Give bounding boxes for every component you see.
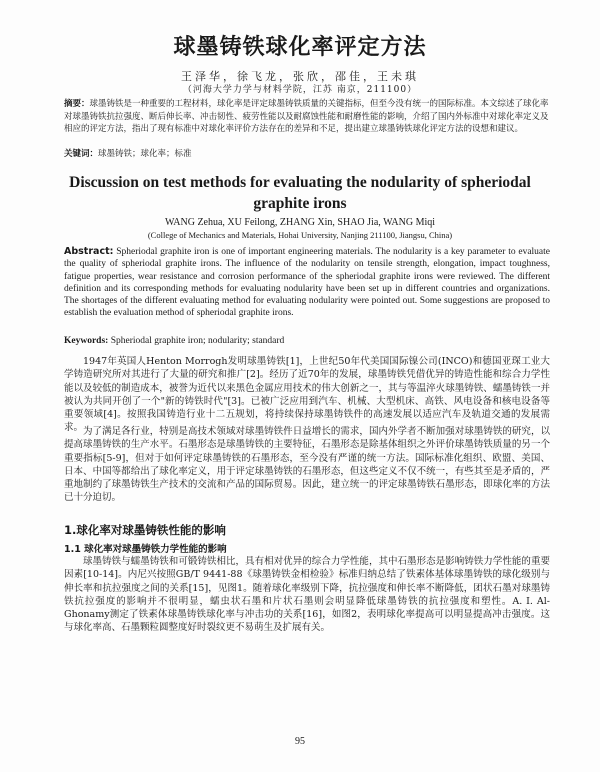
english-title: Discussion on test methods for evaluating the nodularity of spheriodal graphite irons bbox=[69, 174, 531, 212]
chinese-keywords bbox=[64, 148, 552, 160]
english-authors: WANG Zehua, XU Feilong, ZHANG Xin, SHAO Jia, WANG Miqi bbox=[164, 217, 436, 228]
chinese-abstract-label: 摘要： bbox=[64, 99, 90, 109]
section-heading-1-1: 1.1 球化率对球墨铸铁力学性能的影响 bbox=[64, 544, 227, 555]
english-abstract bbox=[64, 246, 550, 320]
english-abstract-text: Spheriodal graphite iron is one of important engineering materials. The nodularity is a key parameter to evaluate the quality of spheriodal graphite irons. The influence of the nodularity on tensile strength, elongation, impact toughness, fatigue properties, wear resistance and corrosion performance of the spheriodal graphite irons were reviewed. The different definition and its corresponding methods for evaluating nodularity have been set up in different countries and organizations. The shortages of the different evaluating method for evaluating nodularity were pointed out. Some suggestions are proposed to establish the evaluation method of spheriodal graphite irons. bbox=[64, 247, 551, 319]
english-abstract-label: Abstract: bbox=[64, 246, 114, 257]
chinese-affiliation: （河海大学力学与材料学院，江苏 南京，211100） bbox=[182, 85, 418, 95]
chinese-abstract bbox=[64, 98, 552, 136]
body-paragraph-3 bbox=[64, 555, 550, 635]
body-paragraph-1-text: 1947年英国人Henton Morrogh发明球墨铸铁[1]，上世纪50年代美国国际镍公司(INCO)和德国亚琛工业大学铸造研究所对其进行了大量的研究和推广[2]。经历了近70年的发展，球墨铸铁凭借优异的铸造性能和综合力学性能以及较低的制造成本，被誉为近代以来黑色金属应用技术的伟大创新之一，其与等温淬火球墨铸铁、蠕墨铸铁一并被认为共同开创了一个"新的铸铁时代"[3]。已被广泛应用到汽车、机械、大型机床、高铁、风电设备和核电设备等重要领域[4]。按照我国铸造行业十二五规划，将持续保持球墨铸铁件的高速发展以适应汽车及轨道交通的发展需求。 bbox=[64, 356, 550, 434]
chinese-title: 球墨铸铁球化率评定方法 bbox=[173, 35, 427, 60]
english-keywords-text: Spheriodal graphite iron; nodularity; standard bbox=[110, 336, 285, 346]
chinese-authors: 王泽华，徐飞龙，张欣，邵佳，王未琪 bbox=[181, 70, 419, 83]
body-paragraph-2 bbox=[64, 425, 550, 505]
chinese-abstract-text: 球墨铸铁是一种重要的工程材料，球化率是评定球墨铸铁质量的关键指标，但至今没有统一的国际标准。本文综述了球化率对球墨铸铁抗拉强度、断后伸长率、冲击韧性、疲劳性能以及耐腐蚀性能和耐磨性能的影响，介绍了国内外标准中对球化率定义及相应的评定方法，指出了现有标准中对球化率评价方法存在的差异和不足，提出建立球墨铸铁球化评定方法的设想和建议。 bbox=[64, 99, 549, 134]
page-number: 95 bbox=[295, 736, 305, 747]
chinese-keywords-text: 球墨铸铁；球化率；标准 bbox=[98, 149, 192, 159]
chinese-keywords-label: 关键词： bbox=[64, 149, 99, 159]
english-keywords bbox=[64, 335, 550, 347]
body-paragraph-2-text: 为了满足各行业，特别是高技术领域对球墨铸铁件日益增长的需求，国内外学者不断加强对球墨铸铁的研究，以提高球墨铸铁的生产水平。石墨形态是球墨铸铁的主要特征，石墨形态是除基体组织之外评价球墨铸铁质量的另一个重要指标[5-9]，但对于如何评定球墨铸铁的石墨形态，至今没有严谨的统一方法。国际标准化组织、欧盟、美国、日本、中国等都给出了球化率定义，用于评定球墨铸铁的石墨形态，但这些定义不仅不统一，有些其至是矛盾的，严重地制约了球墨铸铁生产技术的交流和产品的国际贸易。因此，建立统一的评定球墨铸铁石墨形态，即球化率的方法已十分迫切。 bbox=[64, 426, 550, 504]
body-paragraph-3-text: 球墨铸铁与蠕墨铸铁和可锻铸铁相比，具有相对优异的综合力学性能，其中石墨形态是影响铸铁力学性能的重要因素[10-14]。内尼兴按照GB/T 9441-88《球墨铸铁金相检验》标准归纳总结了铁素体基体球墨铸铁的球化级别与伸长率和抗拉强度之间的关系[15]，见图1。随着球化率级别下降，抗拉强度和伸长率不断降低，团状石墨对球墨铸铁抗拉强度的影响并不很明显，蠕虫状石墨和片状石墨则会明显降低球墨铸铁的抗拉强度和塑性。A. I. Al-Ghonamy测定了铁素体球墨铸铁球化率与冲击功的关系[16]，如图2，表明球化率提高可以明显提高冲击强度。这与球化率高、石墨颗粒圆整度好时裂纹更不易萌生及扩展有关。 bbox=[64, 556, 550, 634]
body-paragraph-1 bbox=[64, 355, 550, 435]
section-heading-1: 1.球化率对球墨铸铁性能的影响 bbox=[64, 523, 226, 537]
english-affiliation: (College of Mechanics and Materials, Hohai University, Nanjing 211100, Jiangsu, China) bbox=[147, 230, 453, 240]
english-keywords-label: Keywords: bbox=[64, 336, 109, 346]
